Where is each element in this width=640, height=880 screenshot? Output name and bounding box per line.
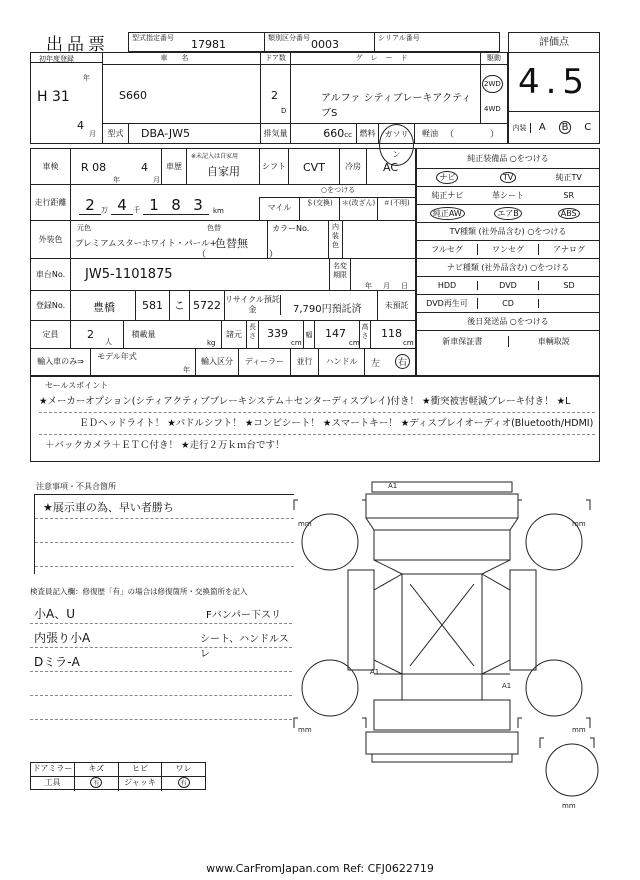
drive-2wd: 2WD (482, 75, 503, 93)
model-value: DBA-JW5 (129, 124, 261, 144)
mm-rr: mm (572, 726, 586, 734)
shift-label: シフト (259, 149, 289, 185)
mileage-unit: km (213, 207, 224, 215)
expiry-year-unit: 年 (365, 282, 372, 290)
chassis-value: JW5-1101875 (85, 267, 173, 282)
mileage-digit-2: 4 (111, 196, 133, 215)
equipment-title: 純正装備品 ○をつける (417, 149, 599, 169)
sales-line-1: ★メーカーオプション(シティアクティブブレーキシステム＋センターディスプレイ)付き！ ★衝突被害軽減ブレーキ付き！ ★L (39, 391, 595, 413)
shift-value: CVT (303, 161, 325, 174)
legend-scratch: キズ (75, 763, 119, 776)
import-type-label: 輸入区分 (195, 349, 239, 375)
length-value: 339 (267, 327, 288, 340)
reg-expiry-label: 名変期限 (329, 259, 351, 291)
navi-title: ナビ種類 (社外品含む) ○をつける (417, 259, 599, 277)
equip-sr: SR (563, 191, 574, 200)
sales-line-3: ＋バックカメラ＋ＥＴＣ付き！ ★走行２万ｋｍ台です！ (45, 440, 285, 451)
damage-a1-left: A1 (370, 668, 380, 676)
later-manual: 車輌取説 (537, 336, 570, 346)
first-reg-month: 4 (77, 119, 84, 132)
fuel-gasoline: ガソリン (379, 124, 414, 166)
name-label: 車名 (103, 53, 261, 65)
circle-note: ○をつける (321, 186, 356, 194)
reg-label: 登録No. (31, 291, 71, 321)
equip-abs: ABS (558, 208, 580, 219)
doors-value: 2 (271, 89, 278, 102)
equipment-block (416, 148, 600, 376)
legend-jack-yes: 有 (178, 777, 190, 788)
equip-navi: ナビ (436, 171, 458, 184)
height-unit: cm (403, 339, 414, 347)
color-no-label: 色替 (207, 224, 221, 232)
inspection-year-unit: 年 (113, 176, 120, 184)
ac-label: 冷房 (339, 149, 367, 185)
legend-crack: ヒビ (119, 763, 163, 776)
month-unit: 月 (89, 130, 96, 138)
inspection-label: 車検 (31, 149, 71, 185)
equip-airbag: エアB (494, 207, 522, 220)
displacement-unit: cc (344, 130, 352, 139)
height-label: 高さ (359, 321, 371, 349)
legend-tools: 工具 (31, 777, 75, 791)
doors-label: ドア数 (261, 53, 291, 65)
model-year-unit: 年 (183, 366, 190, 374)
load-label: 積載量 (123, 321, 163, 349)
interior-a: A (538, 122, 546, 133)
length-unit: cm (291, 339, 302, 347)
mileage-man: 万 (101, 206, 108, 214)
ext-color-label: 外装色 (31, 221, 71, 259)
fuel-label: 燃料 (357, 124, 379, 144)
mm-rl: mm (298, 726, 312, 734)
inspector-note-1b: Fバンパー下スリ (206, 610, 282, 621)
inspector-note-2a: 内張り小A (34, 631, 91, 645)
score-label: 評価点 (509, 33, 599, 53)
swap-label: ＄(交換) (299, 197, 339, 221)
tv-fullseg: フルセグ (417, 244, 478, 255)
inspector-note-3a: Dミラ-A (34, 655, 80, 669)
reg-number: 5722 (189, 291, 225, 321)
mileage-digit-1: 2 (79, 196, 101, 215)
first-reg-label: 初年度登録 (39, 55, 74, 63)
usage-note: ※未記入は自家用 (191, 153, 239, 160)
navi-sd: SD (563, 281, 575, 290)
chassis-label: 車台No. (31, 259, 71, 291)
legend-mirror: ドアミラー (31, 763, 75, 776)
page-title: 出品票 (46, 35, 109, 55)
height-value: 118 (381, 327, 402, 340)
equip-genuine-navi: 純正ナビ (431, 191, 464, 200)
category-label: 類別区分番号 (268, 34, 310, 42)
inspector-label: 検査員記入欄：修復歴「有」の場合は修復箇所・交換箇所を記入 (30, 587, 248, 596)
interior-b: B (559, 121, 572, 134)
inspection-value: R 08 (81, 161, 107, 174)
reg-kana: こ (169, 291, 189, 321)
score-value: 4.5 (517, 62, 591, 102)
capacity-unit: 人 (105, 338, 112, 346)
orig-color-label: 元色 (77, 224, 91, 232)
car-name: S660 (119, 89, 147, 102)
mileage-label: 走行距離 (31, 185, 71, 221)
serial-label: シリアル番号 (378, 34, 420, 42)
mm-fr: mm (572, 520, 586, 528)
equip-aw: 純正AW (430, 207, 465, 220)
interior-label: 内装 (509, 123, 531, 133)
inspector-note-1a: 小A、U (34, 607, 75, 621)
type-cert-value: 17981 (191, 38, 226, 51)
later-title: 後日発送品 ○をつける (417, 313, 599, 331)
inspection-month-unit: 月 (153, 176, 160, 184)
inspector-note-2b: シート、ハンドルスレ (200, 634, 289, 660)
car-damage-diagram (290, 470, 600, 810)
equip-leather: 革シート (492, 191, 524, 200)
handle-right: 右 (395, 354, 410, 369)
tv-oneseg: ワンセグ (478, 244, 539, 255)
navi-cd: CD (478, 299, 539, 308)
tire-rear-right (526, 660, 582, 716)
notes-line-1: ★展示車の為、早い者勝ち (35, 495, 294, 519)
orig-color-value: プレミアムスターホワイト・パール+ (75, 239, 217, 249)
handle-label: ハンドル (319, 349, 365, 375)
sales-label: セールスポイント (45, 381, 109, 390)
dims-label: 諸元 (221, 321, 247, 349)
interior-c: C (584, 122, 592, 133)
year-unit: 年 (83, 74, 90, 82)
category-value: 0003 (311, 38, 339, 51)
width-value: 147 (325, 327, 346, 340)
mileage-sen: 千 (133, 206, 140, 214)
navi-hdd: HDD (417, 281, 478, 290)
length-label: 長さ (247, 321, 259, 349)
equip-tv: TV (500, 172, 516, 183)
drive-label: 駆動 (481, 53, 507, 65)
legend-table (30, 762, 206, 790)
damage-a1-front: A1 (388, 482, 398, 490)
sales-line-2: ＥＤヘッドライト！ ★パドルシフト！ ★コンビシート！ ★スマートキー！ ★ディスプレイオーディオ(Bluetooth/HDMI) (39, 413, 595, 435)
expiry-month-unit: 月 (383, 282, 390, 290)
tv-analog: アナログ (553, 245, 585, 254)
recycle-value: 7,790円預託済 (293, 304, 362, 315)
grade-value: アルファ シティブレーキアクティブS (321, 93, 472, 119)
ac-value: AC (383, 161, 399, 174)
recycle-unpaid: 未預託 (377, 291, 415, 321)
header-codes (128, 32, 500, 52)
color-code-label: カラーNo. (267, 221, 329, 259)
tv-title: TV種類 (社外品含む) ○をつける (417, 223, 599, 241)
reg-area: 豊橋 (93, 301, 115, 314)
reg-class: 581 (135, 291, 169, 321)
legend-tools-yes: 有 (90, 777, 102, 788)
details-block: 車検 R 08 年 4 月 車歴 ※未記入は自家用 自家用 シフト CVT 冷房 AC 走行距離 2 万 4 千 1 8 3 km ○をつける マイル ＄(交換) ＊(改ざん) ＃(不明) 外装色 元色 プレミアムスターホワイト・パール+ 色替 色替無 （ ） カラーNo. 内装色 車台No. JW5-1101875 名変期限 年 月 日 登録No. 豊橋 581 こ 5722 リサイクル預託金 7,790円預託済 未預託 定員 2 人 積載量 kg 諸元 長さ 339 cm 幅 147 cm 高さ 118 cm 輸入車のみ⇒ モデル年式 年 輸入区分 ディーラー 並行 ハンドル 左 右 (30, 148, 416, 376)
score-box (508, 32, 600, 144)
drive-4wd: 4WD (484, 105, 501, 113)
notes-label: 注意事項・不具合箇所 (36, 482, 116, 491)
unknown-label: ＃(不明) (377, 197, 415, 221)
legend-jack: ジャッキ (119, 777, 163, 791)
car-block: 初年度登録 年 H 31 4 月 車名 S660 ドア数 2 D グレード アルファ シティブレーキアクティブS 駆動 2WD 4WD 型式 DBA-JW5 排気量 660cc 燃料 ガソリン 軽油 （ ） (30, 52, 508, 144)
usage-label: 車歴 (161, 149, 187, 185)
interior-color-label: 内装色 (329, 221, 343, 259)
navi-dvd-play: DVD再生可 (417, 298, 478, 309)
type-cert-label: 型式指定番号 (132, 34, 174, 42)
load-unit: kg (207, 339, 216, 347)
handle-left: 左 (371, 359, 381, 369)
tire-rear-left (302, 660, 358, 716)
inspection-month: 4 (141, 161, 148, 174)
doors-suffix: D (281, 107, 287, 115)
damage-a1-right: A1 (502, 682, 512, 690)
equip-genuine-tv: 純正TV (555, 173, 582, 182)
capacity-value: 2 (87, 328, 94, 341)
navi-dvd: DVD (478, 281, 539, 290)
parallel-label: 並行 (291, 349, 319, 375)
tire-spare (546, 744, 598, 796)
displacement-label: 排気量 (261, 124, 291, 144)
mile-label: マイル (259, 197, 299, 221)
tamper-label: ＊(改ざん) (339, 197, 377, 221)
first-reg-year: H 31 (37, 89, 70, 105)
color-no-value: 色替無 (215, 237, 248, 250)
mileage-digit-4: 8 (165, 196, 187, 215)
width-unit: cm (349, 339, 360, 347)
displacement-value: 660 (323, 126, 345, 140)
import-label: 輸入車のみ⇒ (31, 349, 91, 375)
sales-block (30, 376, 600, 462)
recycle-label: リサイクル預託金 (225, 295, 280, 314)
mm-fl: mm (298, 520, 312, 528)
legend-break: ワレ (175, 764, 192, 773)
fuel-diesel: 軽油 (422, 129, 438, 138)
mileage-digit-5: 3 (187, 196, 209, 215)
mileage-digit-3: 1 (143, 196, 165, 215)
usage-value: 自家用 (207, 165, 240, 178)
width-label: 幅 (303, 321, 315, 349)
grade-label: グレード (291, 53, 481, 65)
model-year-label: モデル年式 (97, 352, 137, 361)
footer-reference: www.CarFromJapan.com Ref: CFJ0622719 (206, 862, 434, 875)
model-label: 型式 (103, 124, 129, 144)
later-warranty: 新車保証書 (417, 336, 509, 347)
mm-spare: mm (562, 802, 576, 810)
capacity-label: 定員 (31, 321, 71, 349)
dealer-label: ディーラー (239, 349, 291, 375)
